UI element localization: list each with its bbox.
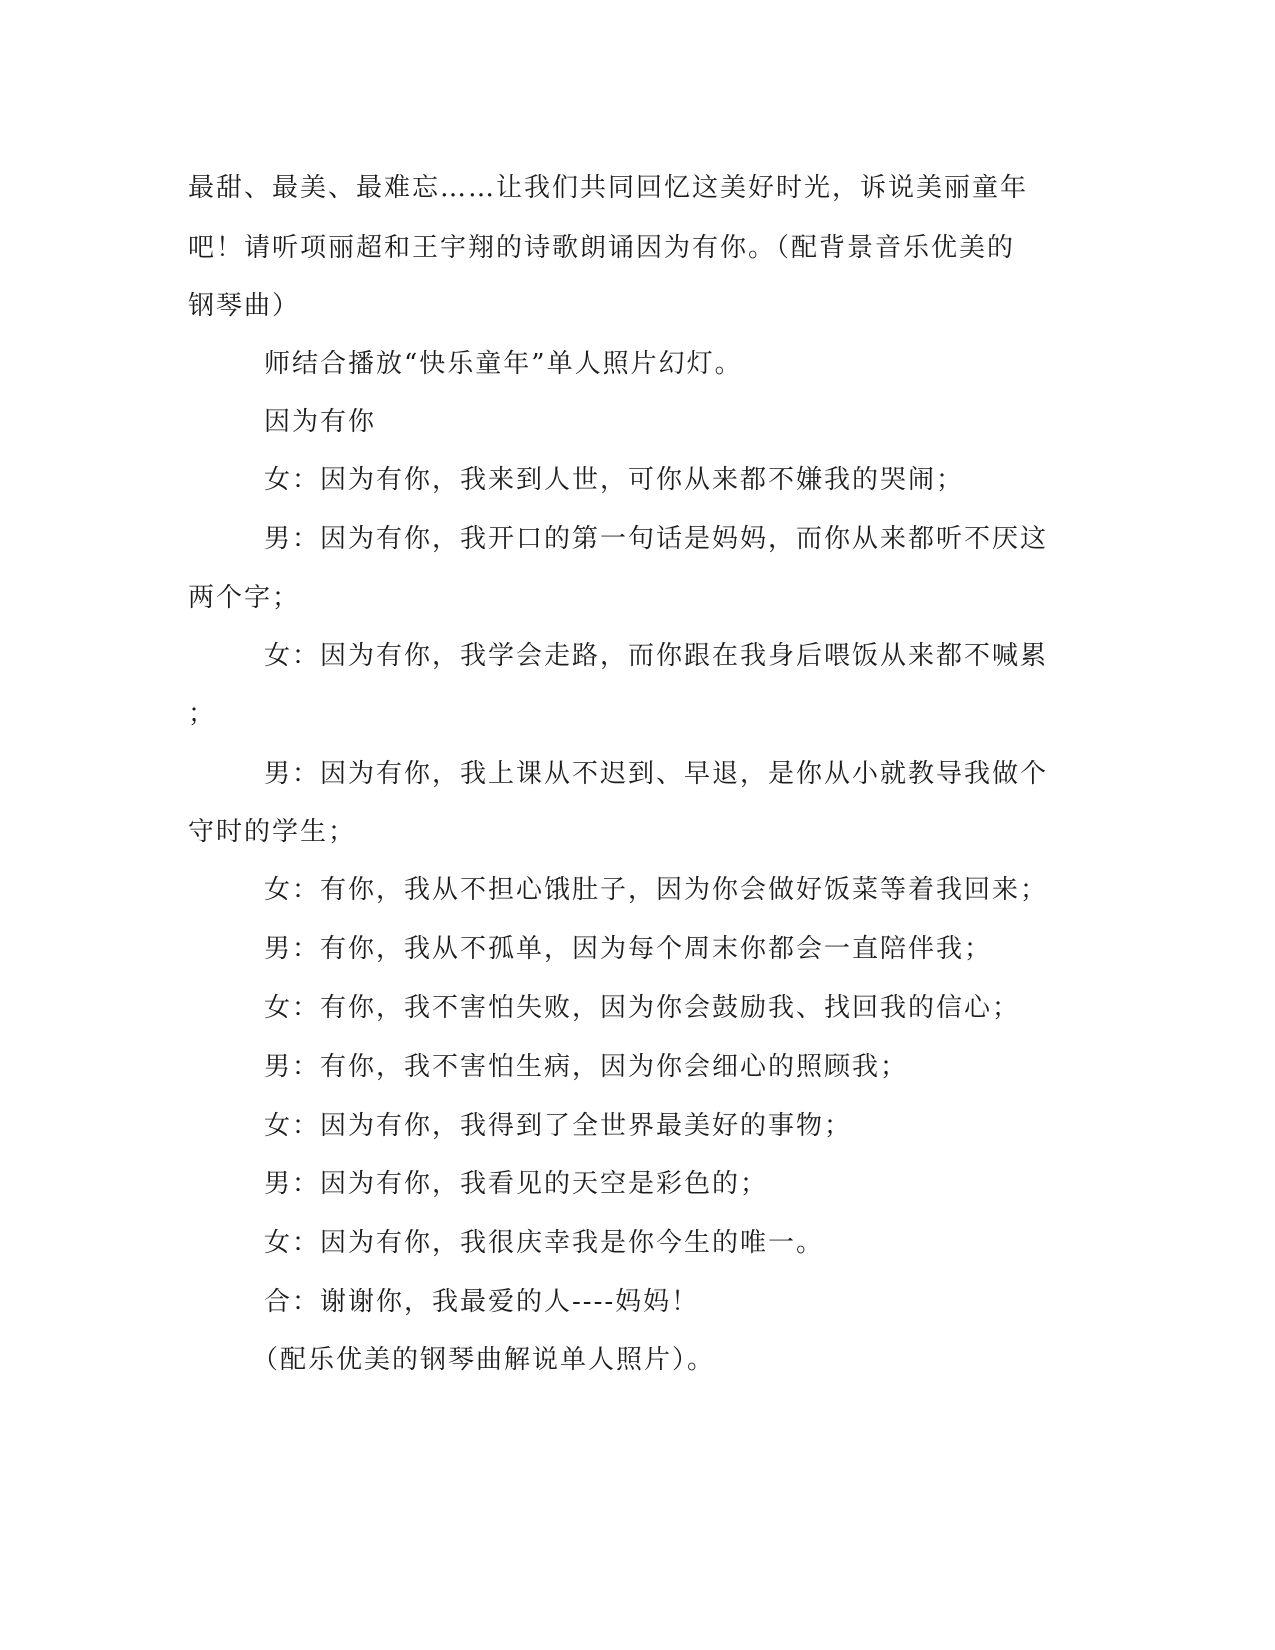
text-line: 合：谢谢你，我最爱的人----妈妈！ xyxy=(264,1287,700,1317)
text-line: 男：有你，我从不孤单，因为每个周末你都会一直陪伴我； xyxy=(264,934,993,964)
text-line: 吧！请听项丽超和王宇翔的诗歌朗诵因为有你。（配背景音乐优美的 xyxy=(188,233,1016,263)
text-line: 女：因为有你，我很庆幸我是你今生的唯一。 xyxy=(264,1228,825,1258)
text-line: 男：因为有你，我看见的天空是彩色的； xyxy=(264,1169,769,1199)
text-line: 两个字； xyxy=(188,583,301,613)
text-line: ； xyxy=(188,699,217,729)
text-line: 女：有你，我从不担心饿肚子，因为你会做好饭菜等着我回来； xyxy=(264,875,1049,905)
text-line: 女：因为有你，我来到人世，可你从来都不嫌我的哭闹； xyxy=(264,465,965,495)
text-line: 最甜、最美、最难忘……让我们共同回忆这美好时光，诉说美丽童年 xyxy=(188,173,1029,203)
poem-title: 因为有你 xyxy=(264,407,377,437)
text-line: （配乐优美的钢琴曲解说单人照片）。 xyxy=(252,1345,716,1375)
text-line: 女：有你，我不害怕失败，因为你会鼓励我、找回我的信心； xyxy=(264,993,1021,1023)
text-line: 男：有你，我不害怕生病，因为你会细心的照顾我； xyxy=(264,1052,909,1082)
text-line: 师结合播放“快乐童年”单人照片幻灯。 xyxy=(264,349,743,379)
text-line: 女：因为有你，我学会走路，而你跟在我身后喂饭从来都不喊累 xyxy=(264,641,1049,671)
text-line: 男：因为有你，我上课从不迟到、早退，是你从小就教导我做个 xyxy=(264,759,1049,789)
text-line: 守时的学生； xyxy=(188,817,357,847)
text-line: 钢琴曲） xyxy=(188,291,301,321)
text-line: 男：因为有你，我开口的第一句话是妈妈，而你从来都听不厌这 xyxy=(264,524,1049,554)
text-line: 女：因为有你，我得到了全世界最美好的事物； xyxy=(264,1111,853,1141)
